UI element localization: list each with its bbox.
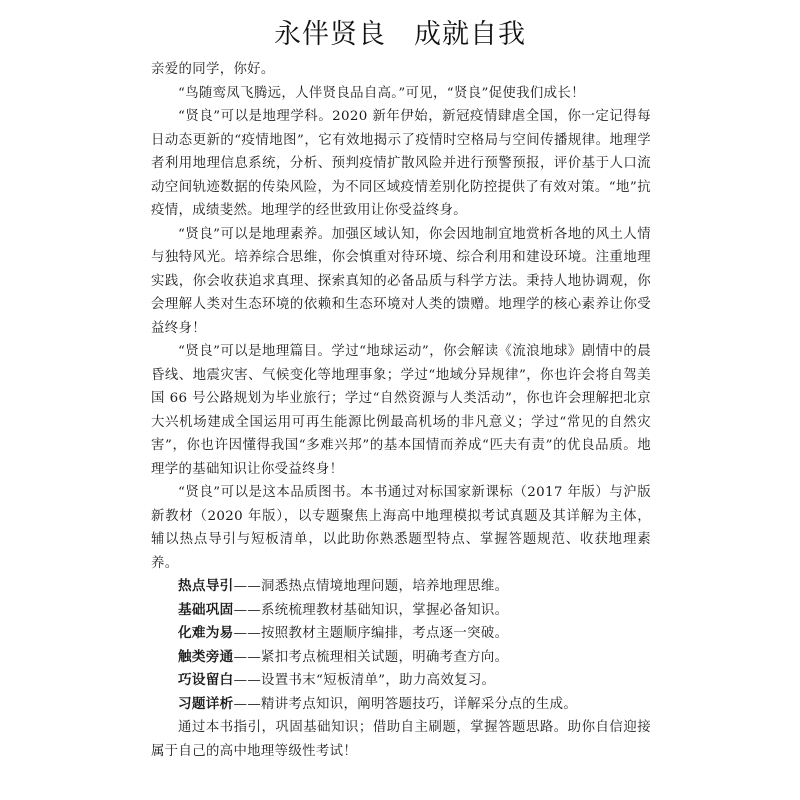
- feature-label: 化难为易: [178, 625, 234, 641]
- paragraph-quote: “鸟随鸾凤飞腾远，人伴贤良品自高。”可见，“贤良”促使我们成长！: [178, 85, 585, 101]
- feature-label: 热点导引: [178, 578, 234, 594]
- paragraph-literacy: “贤良”可以是地理素养。加强区域认知，你会因地制宜地赏析各地的风土人情与独特风光。培养综合思维，你会慎重对待环境、综合利用和建设环境。注重地理实践，你会收获追求真理、探索真知的必备品质与科学方法。秉持人地协调观，你会理解人类对生态环境的依赖和生态环境对人类的馈赠。地理学的核心素养让你受益终身！: [151, 226, 651, 336]
- feature-label: 触类旁通: [178, 648, 234, 665]
- feature-item: [151, 693, 651, 717]
- feature-description: ——洞悉热点情境地理问题，培养地理思维。: [233, 579, 509, 594]
- feature-description: ——系统梳理教材基础知识，掌握必备知识。: [233, 602, 509, 618]
- feature-item: [151, 599, 651, 623]
- feature-description: ——设置书末“短板清单”，助力高效复习。: [233, 673, 496, 688]
- letter-body: [151, 58, 651, 763]
- paragraph-discipline: “贤良”可以是地理学科。2020 新年伊始，新冠疫情肆虐全国，你一定记得每日动态更新的“疫情地图”，它有效地揭示了疫情时空格局与空间传播规律。地理学者利用地理信息系统，分析、预判疫情扩散风险并进行预警预报，评价基于人口流动空间轨迹数据的传染风险，为不同区域疫情差别化防控提供了有效对策。“地”抗疫情，成绩斐然。地理学的经世致用让你受益终身。: [151, 109, 651, 218]
- feature-description: ——紧扣考点梳理相关试题，明确考查方向。: [233, 649, 509, 665]
- feature-item: [151, 646, 651, 670]
- feature-item: [151, 622, 651, 646]
- feature-item: [151, 669, 651, 693]
- paragraph-topics: “贤良”可以是地理篇目。学过“地球运动”，你会解读《流浪地球》剧情中的晨昏线、地震灾害、气候变化等地理事象；学过“地域分异规律”，你也许会将自驾美国 66 号公路规划为毕业旅行；学过“自然资源与人类活动”，你也许会理解把北京大兴机场建成全国运用可再生能源比例最高机场的非凡意义；学过“常见的自然灾害”，你也许因懂得我国“多难兴邦”的基本国情而养成“匹夫有责”的优良品质。地理学的基础知识让你受益终身！: [151, 344, 651, 477]
- closing-paragraph: 通过本书指引，巩固基础知识；借助自主刷题，掌握答题思路。助你自信迎接属于自己的高中地理等级性考试！: [151, 720, 651, 759]
- feature-description: ——按照教材主题顺序编排，考点逐一突破。: [233, 626, 509, 641]
- feature-label: 习题详析: [178, 695, 234, 712]
- greeting: 亲爱的同学，你好。: [151, 62, 275, 77]
- feature-label: 基础巩固: [178, 601, 234, 618]
- paragraph-book: “贤良”可以是这本品质图书。本书通过对标国家新课标（2017 年版）与沪版新教材（2020 年版），以专题聚焦上海高中地理模拟考试真题及其详解为主体，辅以热点导引与短板清单，以此助你熟悉题型特点、掌握答题规范、收获地理素养。: [151, 485, 651, 571]
- feature-list: [151, 575, 651, 716]
- page-title: 永伴贤良 成就自我: [274, 19, 526, 50]
- feature-label: 巧设留白: [178, 672, 234, 688]
- feature-description: ——精讲考点知识，阐明答题技巧，详解采分点的生成。: [233, 696, 578, 712]
- feature-item: [151, 575, 651, 599]
